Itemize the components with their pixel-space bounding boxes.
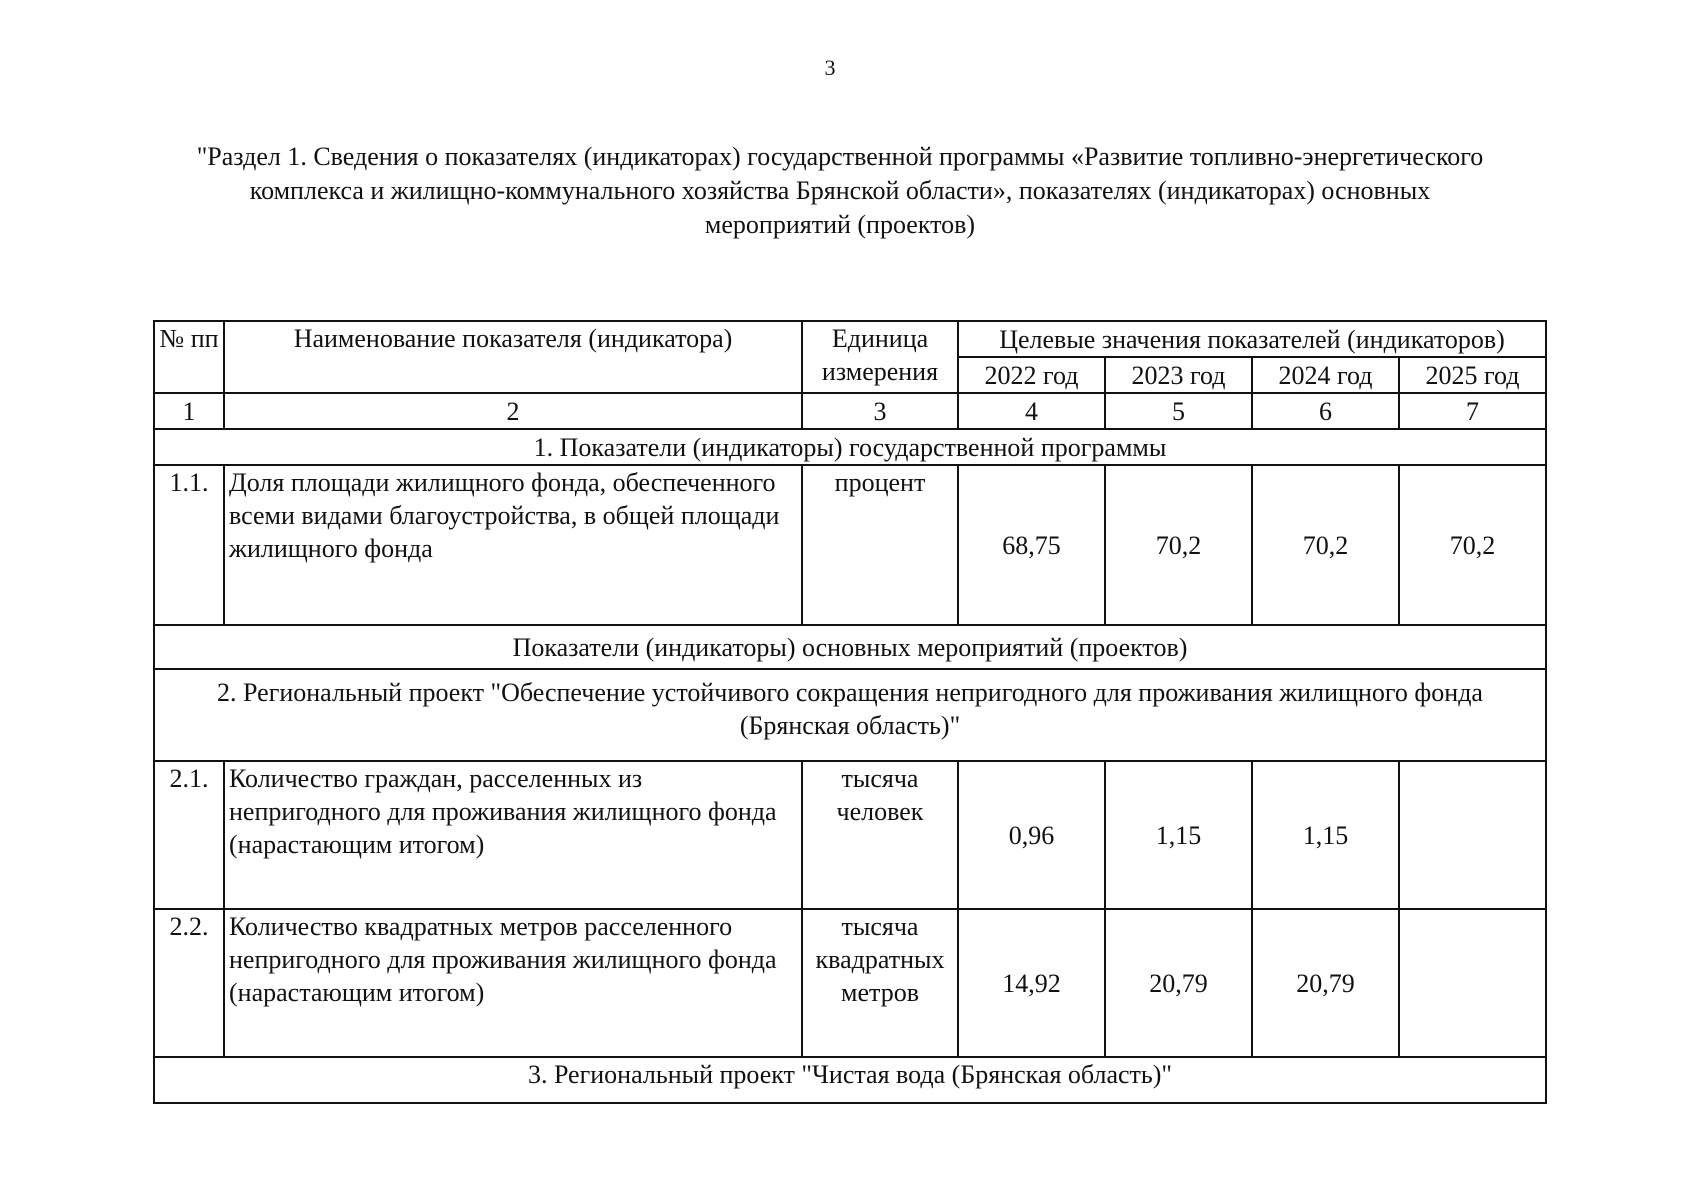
row-value-2023: 20,79 (1105, 909, 1252, 1057)
section-row (154, 669, 1546, 761)
row-unit: тысяча человек (802, 761, 958, 909)
row-value-2022: 68,75 (958, 465, 1105, 625)
column-numbers-row (154, 393, 1546, 429)
title-line-3: мероприятий (проектов) (704, 210, 976, 239)
header-row (154, 321, 1546, 357)
row-value-2024: 70,2 (1252, 465, 1399, 625)
row-num: 1.1. (154, 465, 224, 625)
row-value-2025 (1399, 909, 1546, 1057)
column-number: 1 (154, 393, 224, 429)
section-3-heading: 3. Региональный проект "Чистая вода (Брянская область)" (154, 1057, 1546, 1103)
row-value-2025 (1399, 761, 1546, 909)
row-num: 2.2. (154, 909, 224, 1057)
header-year-2024: 2024 год (1252, 357, 1399, 393)
section-1-heading: 1. Показатели (индикаторы) государственной программы (154, 429, 1546, 465)
column-number: 7 (1399, 393, 1546, 429)
title-line-2: комплекса и жилищно-коммунального хозяйства Брянской области», показателях (индикаторах) основных (249, 176, 1431, 205)
header-num: № пп (154, 321, 224, 393)
column-number: 6 (1252, 393, 1399, 429)
section-2-heading: 2. Региональный проект "Обеспечение устойчивого сокращения непригодного для проживания жилищного фонда (Брянская область)" (154, 669, 1546, 761)
row-value-2023: 1,15 (1105, 761, 1252, 909)
table-row (154, 909, 1546, 1057)
subsection-row (154, 625, 1546, 669)
indicators-table (153, 320, 1547, 1104)
title-line-1: "Раздел 1. Сведения о показателях (индикаторах) государственной программы «Развитие топливно-энергетического (196, 142, 1484, 171)
header-year-2023: 2023 год (1105, 357, 1252, 393)
column-number: 2 (224, 393, 802, 429)
row-value-2025: 70,2 (1399, 465, 1546, 625)
page-number: 3 (824, 55, 836, 80)
row-unit: тысяча квадратных метров (802, 909, 958, 1057)
header-year-2025: 2025 год (1399, 357, 1546, 393)
row-name: Доля площади жилищного фонда, обеспеченного всеми видами благоустройства, в общей площади жилищного фонда (224, 465, 802, 625)
row-num: 2.1. (154, 761, 224, 909)
row-name: Количество квадратных метров расселенного непригодного для проживания жилищного фонда (нарастающим итогом) (224, 909, 802, 1057)
row-value-2023: 70,2 (1105, 465, 1252, 625)
header-year-2022: 2022 год (958, 357, 1105, 393)
table-row (154, 761, 1546, 909)
column-number: 3 (802, 393, 958, 429)
header-name: Наименование показателя (индикатора) (224, 321, 802, 393)
header-target-values: Целевые значения показателей (индикаторов) (958, 321, 1546, 357)
row-value-2022: 0,96 (958, 761, 1105, 909)
row-value-2024: 1,15 (1252, 761, 1399, 909)
section-row (154, 1057, 1546, 1103)
section-title (140, 140, 1540, 242)
column-number: 4 (958, 393, 1105, 429)
row-name: Количество граждан, расселенных из непригодного для проживания жилищного фонда (нарастающим итогом) (224, 761, 802, 909)
subsection-main-heading: Показатели (индикаторы) основных мероприятий (проектов) (154, 625, 1546, 669)
row-value-2024: 20,79 (1252, 909, 1399, 1057)
row-unit: процент (802, 465, 958, 625)
table-row (154, 465, 1546, 625)
row-value-2022: 14,92 (958, 909, 1105, 1057)
section-row (154, 429, 1546, 465)
header-unit: Единица измерения (802, 321, 958, 393)
column-number: 5 (1105, 393, 1252, 429)
